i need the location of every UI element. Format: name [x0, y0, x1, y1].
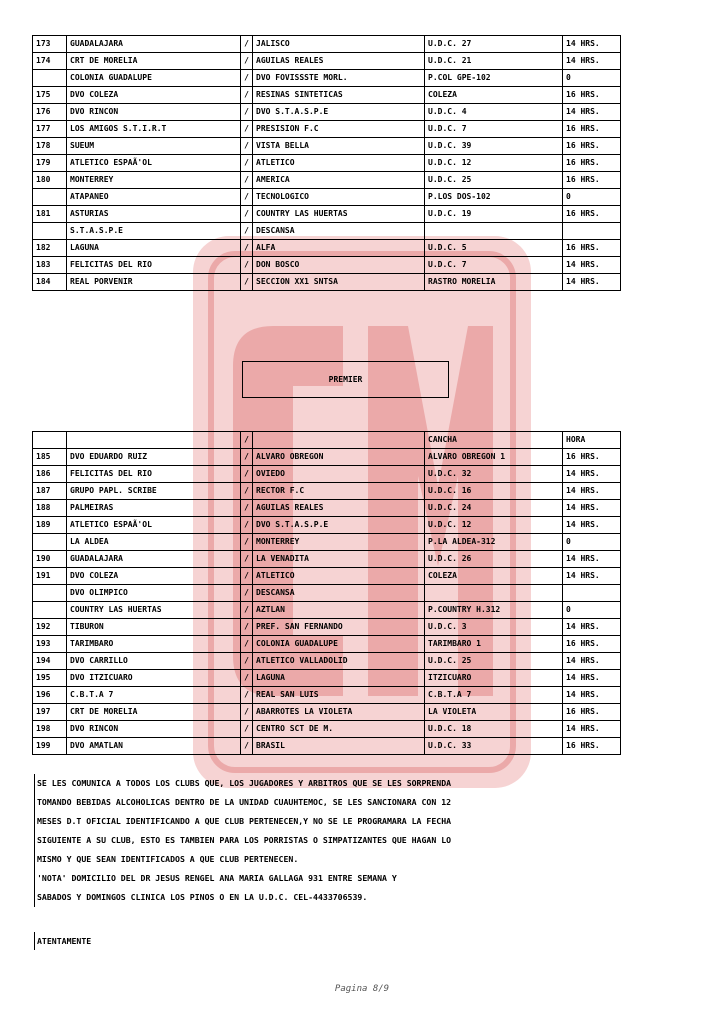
venue-cell: U.D.C. 18 [425, 721, 563, 738]
separator-cell: / [241, 738, 253, 755]
venue-cell: U.D.C. 4 [425, 104, 563, 121]
table-row [33, 653, 621, 670]
venue-cell: U.D.C. 21 [425, 53, 563, 70]
match-number-cell: 178 [33, 138, 67, 155]
away-team-cell: TECNOLOGICO [253, 189, 425, 206]
time-cell: 14 HRS. [563, 670, 621, 687]
venue-cell: U.D.C. 7 [425, 257, 563, 274]
venue-cell: ALVARO OBREGON 1 [425, 449, 563, 466]
venue-cell: TARIMBARO 1 [425, 636, 563, 653]
separator-cell: / [241, 240, 253, 257]
notice-line: SABADOS Y DOMINGOS CLINICA LOS PINOS O EN LA U.D.C. CEL-4433706539. [34, 888, 594, 907]
separator-cell: / [241, 449, 253, 466]
away-team-cell: DVO FOVISSSTE MORL. [253, 70, 425, 87]
notice-line: 'NOTA' DOMICILIO DEL DR JESUS RENGEL ANA MARIA GALLAGA 931 ENTRE SEMANA Y [34, 869, 594, 888]
match-number-cell [33, 585, 67, 602]
page-number: Pagina 8/9 [334, 984, 390, 994]
separator-cell: / [241, 551, 253, 568]
match-number-cell: 173 [33, 36, 67, 53]
time-cell: 14 HRS. [563, 500, 621, 517]
separator-cell: / [241, 70, 253, 87]
match-number-cell [33, 70, 67, 87]
separator-cell: / [241, 636, 253, 653]
home-team-cell: ASTURIAS [67, 206, 241, 223]
notice-line: MISMO Y QUE SEAN IDENTIFICADOS A QUE CLUB PERTENECEN. [34, 850, 594, 869]
time-cell: 16 HRS. [563, 206, 621, 223]
separator-cell: / [241, 257, 253, 274]
home-team-cell: REAL PORVENIR [67, 274, 241, 291]
separator-cell: / [241, 653, 253, 670]
home-team-cell: LA ALDEA [67, 534, 241, 551]
table-row [33, 551, 621, 568]
match-number-cell: 185 [33, 449, 67, 466]
match-number-cell: 189 [33, 517, 67, 534]
home-team-cell: PALMEIRAS [67, 500, 241, 517]
time-cell [563, 223, 621, 240]
table-row [33, 517, 621, 534]
match-number-cell: 187 [33, 483, 67, 500]
time-cell: 14 HRS. [563, 517, 621, 534]
table-row [33, 223, 621, 240]
away-team-cell: DVO S.T.A.S.P.E [253, 517, 425, 534]
table-row [33, 274, 621, 291]
venue-cell: COLEZA [425, 87, 563, 104]
home-team-cell: ATLETICO ESPAÃ'OL [67, 155, 241, 172]
home-team-cell: S.T.A.S.P.E [67, 223, 241, 240]
table-row [33, 670, 621, 687]
venue-cell: U.D.C. 24 [425, 500, 563, 517]
match-number-cell: 175 [33, 87, 67, 104]
match-number-cell: 179 [33, 155, 67, 172]
away-team-cell: CENTRO SCT DE M. [253, 721, 425, 738]
away-team-cell: DESCANSA [253, 585, 425, 602]
venue-cell: U.D.C. 12 [425, 517, 563, 534]
table-row [33, 189, 621, 206]
home-team-cell: DVO AMATLAN [67, 738, 241, 755]
time-cell: 14 HRS. [563, 568, 621, 585]
match-number-cell: 177 [33, 121, 67, 138]
separator-cell: / [241, 36, 253, 53]
away-team-cell: SECCION XX1 SNTSA [253, 274, 425, 291]
away-team-cell: ALVARO OBREGON [253, 449, 425, 466]
venue-cell: U.D.C. 32 [425, 466, 563, 483]
away-team-cell: DESCANSA [253, 223, 425, 240]
home-team-cell: DVO OLIMPICO [67, 585, 241, 602]
away-team-cell: LA VENADITA [253, 551, 425, 568]
time-cell: 16 HRS. [563, 87, 621, 104]
away-team-cell: COUNTRY LAS HUERTAS [253, 206, 425, 223]
table-row [33, 500, 621, 517]
separator-cell: / [241, 619, 253, 636]
home-team-cell: COLONIA GUADALUPE [67, 70, 241, 87]
notice-text [34, 774, 594, 907]
time-cell: 14 HRS. [563, 53, 621, 70]
match-number-cell [33, 189, 67, 206]
time-cell: 16 HRS. [563, 240, 621, 257]
table-header-row [33, 432, 621, 449]
match-number-cell: 193 [33, 636, 67, 653]
separator-cell: / [241, 483, 253, 500]
match-number-cell: 195 [33, 670, 67, 687]
separator-cell: / [241, 687, 253, 704]
match-number-cell: 190 [33, 551, 67, 568]
home-team-cell: DVO RINCON [67, 104, 241, 121]
venue-cell [425, 585, 563, 602]
away-team-cell: DVO S.T.A.S.P.E [253, 104, 425, 121]
venue-cell: U.D.C. 12 [425, 155, 563, 172]
fixtures-table-top [32, 35, 621, 291]
home-team-cell: DVO RINCON [67, 721, 241, 738]
time-cell: 0 [563, 602, 621, 619]
match-number-cell: 196 [33, 687, 67, 704]
time-cell: 16 HRS. [563, 138, 621, 155]
table-row [33, 155, 621, 172]
venue-cell: P.LA ALDEA-312 [425, 534, 563, 551]
separator-cell: / [241, 274, 253, 291]
match-number-cell: 174 [33, 53, 67, 70]
separator-cell: / [241, 721, 253, 738]
home-team-cell: DVO EDUARDO RUIZ [67, 449, 241, 466]
home-team-cell: FELICITAS DEL RIO [67, 257, 241, 274]
home-team-cell: CRT DE MORELIA [67, 53, 241, 70]
premier-section-title [242, 361, 449, 398]
venue-cell: COLEZA [425, 568, 563, 585]
table-row [33, 568, 621, 585]
fixtures-table-premier [32, 431, 621, 755]
time-cell: 14 HRS. [563, 687, 621, 704]
separator-cell: / [241, 223, 253, 240]
match-number-cell: 192 [33, 619, 67, 636]
time-cell: 14 HRS. [563, 619, 621, 636]
away-team-cell: COLONIA GUADALUPE [253, 636, 425, 653]
home-team-cell: GUADALAJARA [67, 36, 241, 53]
away-team-cell: LAGUNA [253, 670, 425, 687]
venue-cell: U.D.C. 26 [425, 551, 563, 568]
notice-line: SE LES COMUNICA A TODOS LOS CLUBS QUE, LOS JUGADORES Y ARBITROS QUE SE LES SORPRENDA [34, 774, 594, 793]
home-team-cell: ATAPANEO [67, 189, 241, 206]
match-number-cell [33, 223, 67, 240]
away-team-cell: REAL SAN LUIS [253, 687, 425, 704]
match-number-cell: 199 [33, 738, 67, 755]
table-row [33, 619, 621, 636]
venue-cell: LA VIOLETA [425, 704, 563, 721]
notice-line: SIGUIENTE A SU CLUB, ESTO ES TAMBIEN PARA LOS PORRISTAS O SIMPATIZANTES QUE HAGAN LO [34, 831, 594, 850]
time-cell: 14 HRS. [563, 551, 621, 568]
time-cell: 14 HRS. [563, 466, 621, 483]
separator-cell: / [241, 466, 253, 483]
venue-cell: P.COL GPE-102 [425, 70, 563, 87]
venue-cell: U.D.C. 5 [425, 240, 563, 257]
match-number-cell [33, 602, 67, 619]
away-team-cell: BRASIL [253, 738, 425, 755]
separator-cell: / [241, 138, 253, 155]
table-row [33, 636, 621, 653]
away-team-cell: ATLETICO [253, 568, 425, 585]
notice-line: MESES D.T OFICIAL IDENTIFICANDO A QUE CLUB PERTENECEN,Y NO SE LE PROGRAMARA LA FECHA [34, 812, 594, 831]
time-cell: 16 HRS. [563, 155, 621, 172]
home-team-cell: MONTERREY [67, 172, 241, 189]
venue-cell [425, 223, 563, 240]
match-number-cell: 180 [33, 172, 67, 189]
venue-cell: U.D.C. 39 [425, 138, 563, 155]
away-team-cell: MONTERREY [253, 534, 425, 551]
separator-cell: / [241, 121, 253, 138]
home-team-cell: COUNTRY LAS HUERTAS [67, 602, 241, 619]
match-number-header [33, 432, 67, 449]
separator-cell: / [241, 704, 253, 721]
table-row [33, 738, 621, 755]
table-row [33, 121, 621, 138]
home-team-cell: FELICITAS DEL RIO [67, 466, 241, 483]
home-team-cell: DVO COLEZA [67, 87, 241, 104]
table-row [33, 483, 621, 500]
match-number-cell: 194 [33, 653, 67, 670]
away-team-cell: AZTLAN [253, 602, 425, 619]
time-cell: 0 [563, 70, 621, 87]
time-cell: 16 HRS. [563, 449, 621, 466]
table-row [33, 240, 621, 257]
separator-cell: / [241, 670, 253, 687]
time-cell: 14 HRS. [563, 274, 621, 291]
venue-cell: U.D.C. 33 [425, 738, 563, 755]
away-team-cell: RECTOR F.C [253, 483, 425, 500]
table-row [33, 104, 621, 121]
home-team-cell: TIBURON [67, 619, 241, 636]
away-team-header [253, 432, 425, 449]
home-team-cell: LAGUNA [67, 240, 241, 257]
separator-header: / [241, 432, 253, 449]
home-team-cell: CRT DE MORELIA [67, 704, 241, 721]
time-cell: 14 HRS. [563, 653, 621, 670]
venue-header: CANCHA [425, 432, 563, 449]
away-team-cell: PREF. SAN FERNANDO [253, 619, 425, 636]
away-team-cell: JALISCO [253, 36, 425, 53]
table-row [33, 172, 621, 189]
home-team-cell: LOS AMIGOS S.T.I.R.T [67, 121, 241, 138]
match-number-cell: 182 [33, 240, 67, 257]
table-row [33, 257, 621, 274]
table-row [33, 534, 621, 551]
match-number-cell: 181 [33, 206, 67, 223]
time-cell: 14 HRS. [563, 483, 621, 500]
time-cell: 16 HRS. [563, 704, 621, 721]
match-number-cell: 198 [33, 721, 67, 738]
time-cell: 16 HRS. [563, 121, 621, 138]
time-cell: 14 HRS. [563, 36, 621, 53]
match-number-cell: 186 [33, 466, 67, 483]
venue-cell: U.D.C. 3 [425, 619, 563, 636]
time-cell [563, 585, 621, 602]
home-team-cell: C.B.T.A 7 [67, 687, 241, 704]
away-team-cell: ATLETICO VALLADOLID [253, 653, 425, 670]
table-row [33, 466, 621, 483]
venue-cell: U.D.C. 25 [425, 172, 563, 189]
home-team-cell: GRUPO PAPL. SCRIBE [67, 483, 241, 500]
separator-cell: / [241, 568, 253, 585]
table-row [33, 704, 621, 721]
home-team-cell: DVO ITZICUARO [67, 670, 241, 687]
home-team-cell: DVO CARRILLO [67, 653, 241, 670]
notice-line: TOMANDO BEBIDAS ALCOHOLICAS DENTRO DE LA UNIDAD CUAUHTEMOC, SE LES SANCIONARA CON 12 [34, 793, 594, 812]
home-team-cell: SUEUM [67, 138, 241, 155]
away-team-cell: PRESISION F.C [253, 121, 425, 138]
table-row [33, 36, 621, 53]
away-team-cell: AGUILAS REALES [253, 500, 425, 517]
table-row [33, 602, 621, 619]
match-number-cell: 188 [33, 500, 67, 517]
venue-cell: U.D.C. 7 [425, 121, 563, 138]
home-team-cell: GUADALAJARA [67, 551, 241, 568]
time-cell: 0 [563, 189, 621, 206]
separator-cell: / [241, 517, 253, 534]
separator-cell: / [241, 585, 253, 602]
venue-cell: U.D.C. 19 [425, 206, 563, 223]
closing-text: ATENTAMENTE [34, 932, 91, 950]
home-team-cell: ATLETICO ESPAÃ'OL [67, 517, 241, 534]
home-team-cell: DVO COLEZA [67, 568, 241, 585]
time-cell: 0 [563, 534, 621, 551]
separator-cell: / [241, 172, 253, 189]
away-team-cell: OVIEDO [253, 466, 425, 483]
table-row [33, 585, 621, 602]
table-row [33, 449, 621, 466]
table-row [33, 687, 621, 704]
away-team-cell: ABARROTES LA VIOLETA [253, 704, 425, 721]
away-team-cell: RESINAS SINTETICAS [253, 87, 425, 104]
time-cell: 16 HRS. [563, 636, 621, 653]
separator-cell: / [241, 53, 253, 70]
away-team-cell: DON BOSCO [253, 257, 425, 274]
away-team-cell: AMERICA [253, 172, 425, 189]
away-team-cell: AGUILAS REALES [253, 53, 425, 70]
time-cell: 16 HRS. [563, 738, 621, 755]
venue-cell: C.B.T.A 7 [425, 687, 563, 704]
separator-cell: / [241, 500, 253, 517]
away-team-cell: VISTA BELLA [253, 138, 425, 155]
time-header: HORA [563, 432, 621, 449]
match-number-cell: 191 [33, 568, 67, 585]
venue-cell: U.D.C. 16 [425, 483, 563, 500]
table-row [33, 53, 621, 70]
premier-label: PREMIER [328, 375, 363, 384]
venue-cell: ITZICUARO [425, 670, 563, 687]
home-team-cell: TARIMBARO [67, 636, 241, 653]
match-number-cell [33, 534, 67, 551]
away-team-cell: ALFA [253, 240, 425, 257]
time-cell: 14 HRS. [563, 104, 621, 121]
venue-cell: P.LOS DOS-102 [425, 189, 563, 206]
table-row [33, 70, 621, 87]
table-row [33, 138, 621, 155]
separator-cell: / [241, 189, 253, 206]
time-cell: 16 HRS. [563, 172, 621, 189]
separator-cell: / [241, 87, 253, 104]
match-number-cell: 183 [33, 257, 67, 274]
separator-cell: / [241, 155, 253, 172]
table-row [33, 721, 621, 738]
venue-cell: U.D.C. 25 [425, 653, 563, 670]
home-team-header [67, 432, 241, 449]
match-number-cell: 176 [33, 104, 67, 121]
table-row [33, 206, 621, 223]
venue-cell: U.D.C. 27 [425, 36, 563, 53]
table-row [33, 87, 621, 104]
venue-cell: P.COUNTRY H.312 [425, 602, 563, 619]
match-number-cell: 184 [33, 274, 67, 291]
separator-cell: / [241, 206, 253, 223]
match-number-cell: 197 [33, 704, 67, 721]
separator-cell: / [241, 104, 253, 121]
venue-cell: RASTRO MORELIA [425, 274, 563, 291]
separator-cell: / [241, 534, 253, 551]
time-cell: 14 HRS. [563, 257, 621, 274]
time-cell: 14 HRS. [563, 721, 621, 738]
away-team-cell: ATLETICO [253, 155, 425, 172]
separator-cell: / [241, 602, 253, 619]
